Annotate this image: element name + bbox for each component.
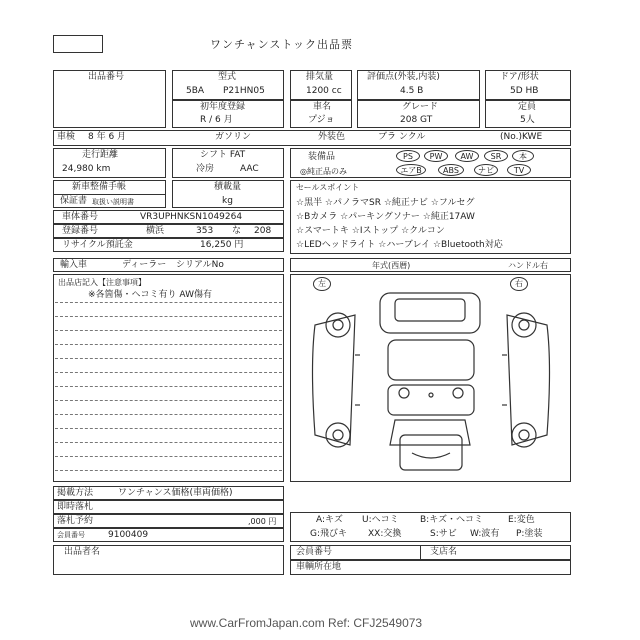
- stock-number-label: 出品番号: [88, 72, 125, 82]
- make-value: プジョ: [308, 115, 335, 125]
- member-number-label: 会員番号: [296, 547, 333, 557]
- equip-navi: ナビ: [474, 164, 498, 176]
- displacement-value: 1200 cc: [306, 86, 342, 96]
- equip-aw: AW: [455, 150, 479, 162]
- equip-leather: 本: [512, 150, 534, 162]
- import-row: [53, 258, 284, 272]
- stamp-box: [53, 35, 103, 53]
- dealer-code-value: 9100409: [108, 530, 149, 540]
- right-side-marker: 右: [510, 277, 528, 291]
- color-value: ブラ ンクル: [378, 132, 426, 142]
- sales-point-line: ☆黒半 ☆パノラマSR ☆純正ナビ ☆フルセグ: [296, 198, 475, 208]
- ac-label: 冷房: [196, 164, 215, 174]
- color-number: (No.)KWE: [500, 132, 543, 142]
- registration-number: 208: [254, 226, 272, 236]
- registration-label: 登録番号: [62, 226, 99, 236]
- model-year-label: 年式(西暦): [372, 261, 411, 270]
- vehicle-location-label: 車輌所在地: [296, 562, 342, 572]
- import-label: 輸入車: [60, 260, 88, 270]
- notes-rule: [55, 470, 282, 471]
- dealer-code-row: [53, 528, 284, 542]
- first-registration-label: 初年度登録: [200, 102, 246, 112]
- model-prefix: 5BA: [186, 86, 205, 96]
- fuel-value: ガソリン: [215, 132, 252, 142]
- inspection-row: [53, 130, 571, 146]
- listing-method-label: 掲載方法: [57, 488, 94, 498]
- loading-label: 積載量: [214, 182, 242, 192]
- notes-rule: [55, 414, 282, 415]
- sales-point-line: ☆LEDヘッドライト ☆ハーブレイ ☆Bluetooth対応: [296, 240, 503, 250]
- equipment-label: 装備品: [308, 152, 336, 162]
- notes-rule: [55, 358, 282, 359]
- equip-pw: PW: [424, 150, 448, 162]
- listing-method-value: ワンチャンス価格(車両価格): [118, 488, 233, 498]
- dealer-code-label: 会員番号: [57, 531, 85, 539]
- mileage-value: 24,980 km: [62, 164, 111, 174]
- capacity-label: 定員: [518, 102, 537, 112]
- left-side-marker: 左: [313, 277, 331, 291]
- grade-score-label: 評価点(外装,内装): [367, 72, 440, 82]
- door-shape-label: ドア/形状: [500, 72, 539, 82]
- serial-label: シリアルNo: [176, 260, 224, 270]
- ac-value: AAC: [240, 164, 259, 174]
- recycle-value: 16,250 円: [200, 240, 244, 250]
- manual-label: 新車整備手帳: [72, 182, 127, 192]
- legend-item: XX:交換: [368, 529, 402, 539]
- sales-points-label: セールスポイント: [296, 183, 360, 192]
- legend-item: B:キズ・ヘコミ: [420, 515, 484, 525]
- legend-item: G:飛びキ: [310, 529, 348, 539]
- page-title: ワンチャンストック出品票: [210, 38, 354, 51]
- branch-label: 支店名: [430, 547, 458, 557]
- model-label: 型式: [218, 72, 237, 82]
- first-registration-value: R / 6 月: [200, 115, 233, 125]
- steering-label: ハンドル右: [508, 261, 548, 270]
- registration-kana: な: [232, 226, 242, 236]
- equip-sr: SR: [484, 150, 508, 162]
- equipment-note: ◎純正品のみ: [300, 167, 347, 176]
- notes-rule: [55, 330, 282, 331]
- instant-sale-label: 即時落札: [57, 502, 94, 512]
- notes-header: 出品店記入【注意事項】: [58, 278, 146, 287]
- displacement-label: 排気量: [306, 72, 334, 82]
- notes-rule: [55, 386, 282, 387]
- capacity-value: 5人: [520, 115, 535, 125]
- legend-item: W:波有: [470, 529, 500, 539]
- reserve-value: ,000 円: [248, 517, 277, 526]
- legend-item: S:サビ: [430, 529, 457, 539]
- notes-box: [53, 274, 284, 482]
- member-divider: [420, 545, 421, 560]
- legend-item: E:変色: [508, 515, 535, 525]
- chassis-label: 車体番号: [62, 212, 99, 222]
- equip-airbag: エアB: [396, 164, 426, 176]
- manual-divider: [53, 194, 166, 195]
- legend-item: P:塗装: [516, 529, 543, 539]
- door-shape-value: 5D HB: [510, 86, 539, 96]
- notes-rule: [55, 302, 282, 303]
- dealer-label: ディーラー: [122, 260, 167, 270]
- equip-ps: PS: [396, 150, 420, 162]
- sales-point-line: ☆スマートキ ☆Iストップ ☆クルコン: [296, 226, 445, 236]
- equip-abs: ABS: [438, 164, 464, 176]
- notes-rule: [55, 316, 282, 317]
- recycle-label: リサイクル預託金: [62, 240, 133, 250]
- shift-label: シフト FAT: [200, 150, 246, 160]
- notes-rule: [55, 428, 282, 429]
- reserve-label: 落札予約: [57, 516, 94, 526]
- registration-class: 353: [196, 226, 214, 236]
- car-diagram: [300, 285, 562, 480]
- equip-tv: TV: [507, 164, 531, 176]
- warranty-label: 保証書: [60, 196, 88, 206]
- inspection-value: 8 年 6 月: [88, 132, 127, 142]
- color-label: 外装色: [318, 132, 346, 142]
- sales-point-line: ☆Bカメラ ☆パーキングソナー ☆純正17AW: [296, 212, 475, 222]
- grade-score-value: 4.5 B: [400, 86, 424, 96]
- watermark: www.CarFromJapan.com Ref: CFJ2549073: [190, 616, 423, 630]
- chassis-number: VR3UPHNKSN1049264: [140, 212, 243, 222]
- grade-label: グレード: [402, 102, 439, 112]
- loading-unit: kg: [222, 196, 233, 206]
- registration-area: 横浜: [146, 226, 165, 236]
- notes-rule: [55, 442, 282, 443]
- make-label: 車名: [313, 102, 332, 112]
- mileage-label: 走行距離: [82, 150, 119, 160]
- legend-item: A:キズ: [316, 515, 343, 525]
- legend-item: U:ヘコミ: [362, 515, 399, 525]
- notes-rule: [55, 344, 282, 345]
- model-code: P21HN05: [223, 86, 265, 96]
- warranty-value: 取扱い説明書: [92, 198, 134, 206]
- inspection-label: 車検: [57, 132, 76, 142]
- notes-rule: [55, 400, 282, 401]
- grade-value: 208 GT: [400, 115, 433, 125]
- seller-name-label: 出品者名: [64, 547, 101, 557]
- notes-rule: [55, 372, 282, 373]
- notes-line: ※各箇傷・ヘコミ有り AW傷有: [88, 290, 212, 300]
- notes-rule: [55, 456, 282, 457]
